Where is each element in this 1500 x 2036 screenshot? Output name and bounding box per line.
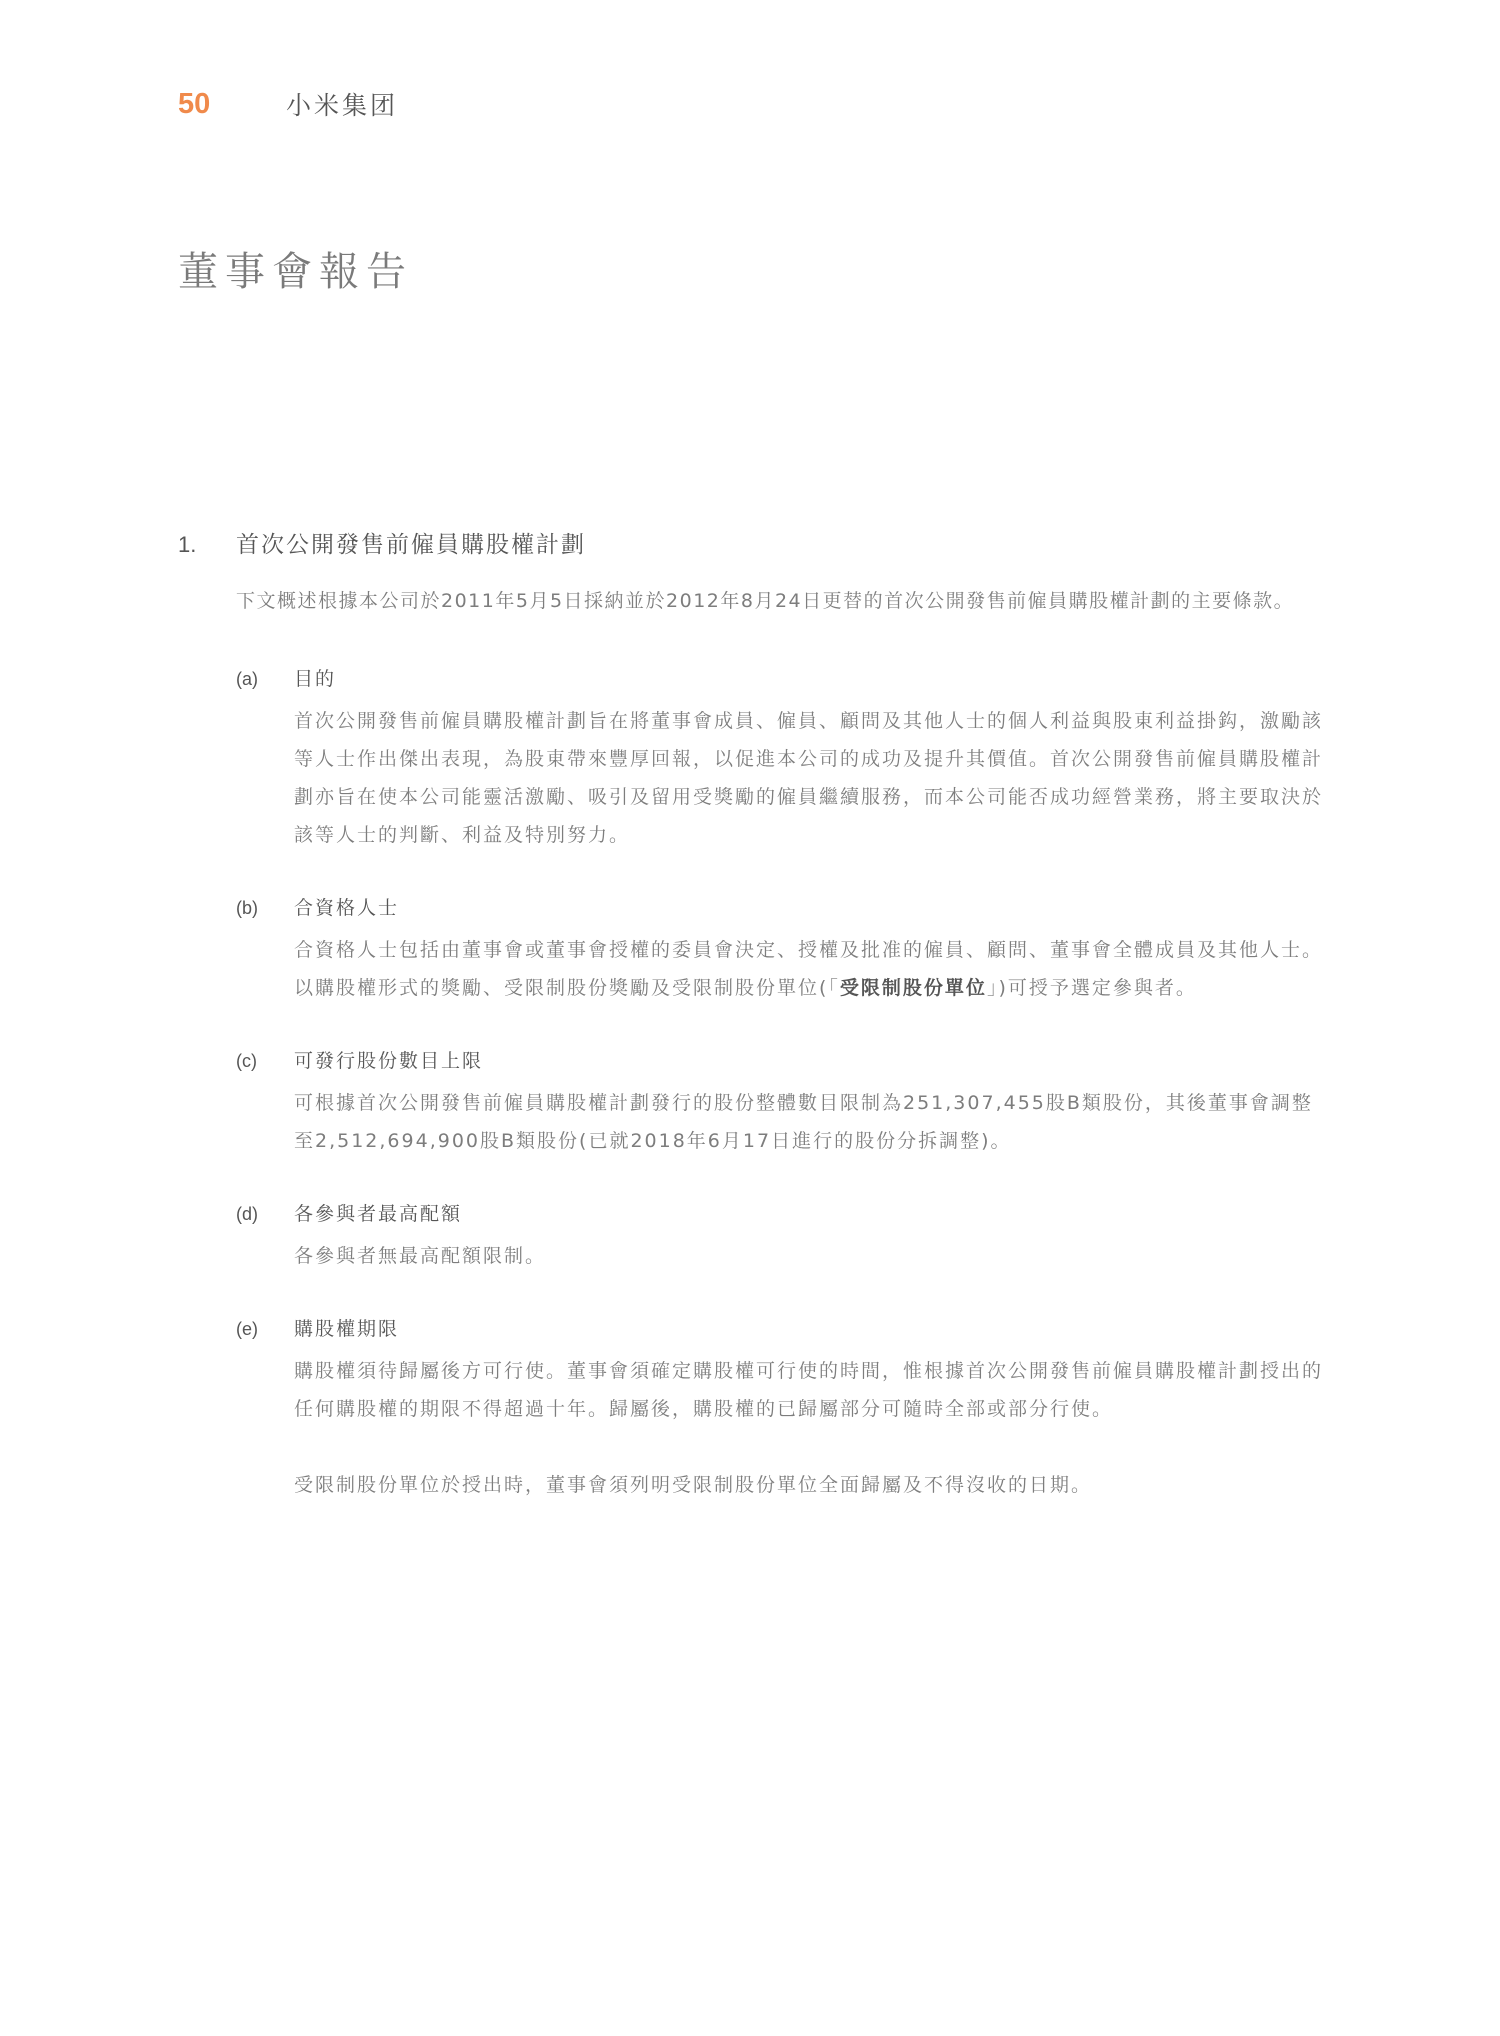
term-body	[294, 1084, 1328, 1160]
section-title: 首次公開發售前僱員購股權計劃	[236, 532, 586, 558]
term-paragraph: 受限制股份單位於授出時，董事會須列明受限制股份單位全面歸屬及不得沒收的日期。	[294, 1474, 1093, 1496]
term-item-share-limit	[236, 1046, 1328, 1160]
term-paragraph: 首次公開發售前僱員購股權計劃旨在將董事會成員、僱員、顧問及其他人士的個人利益與股東利益掛鈎，激勵該等人士作出傑出表現，為股東帶來豐厚回報，以促進本公司的成功及提升其價值。首次公開發售前僱員購股權計劃亦旨在使本公司能靈活激勵、吸引及留用受獎勵的僱員繼續服務，而本公司能否成功經營業務，將主要取決於該等人士的判斷、利益及特別努力。	[294, 710, 1324, 846]
term-paragraph	[294, 931, 1328, 1007]
term-title: 可發行股份數目上限	[294, 1050, 484, 1072]
term-title: 合資格人士	[294, 897, 400, 919]
term-paragraph: 各參與者無最高配額限制。	[294, 1245, 547, 1267]
term-item-max-entitlement	[236, 1199, 1328, 1275]
term-heading	[236, 1046, 1328, 1084]
term-label: (e)	[236, 1319, 258, 1339]
company-name: 小米集团	[286, 91, 399, 120]
term-text-after: 」)可授予選定參與者。	[986, 977, 1197, 999]
term-paragraph: 購股權須待歸屬後方可行使。董事會須確定購股權可行使的時間，惟根據首次公開發售前僱員購股權計劃授出的任何購股權的期限不得超過十年。歸屬後，購股權的已歸屬部分可隨時全部或部分行使。	[294, 1360, 1324, 1420]
term-title: 各參與者最高配額	[294, 1203, 463, 1225]
term-heading	[236, 1199, 1328, 1237]
defined-term: 受限制股份單位	[839, 977, 987, 999]
term-heading	[236, 664, 1328, 702]
term-body	[294, 1352, 1328, 1504]
section-heading	[178, 526, 1328, 570]
term-label: (d)	[236, 1204, 258, 1224]
report-title: 董事會報告	[178, 249, 413, 295]
term-heading	[236, 1314, 1328, 1352]
section-number: 1.	[178, 532, 197, 557]
section-intro: 下文概述根據本公司於2011年5月5日採納並於2012年8月24日更替的首次公開發售前僱員購股權計劃的主要條款。	[236, 590, 1295, 612]
term-body	[294, 1237, 1328, 1275]
term-item-option-period	[236, 1314, 1328, 1504]
term-heading	[236, 893, 1328, 931]
term-label: (b)	[236, 898, 258, 918]
term-text-before: 合資格人士包括由董事會或董事會授權的委員會決定、授權及批准的僱員、顧問、董事會全體成員及其他人士。以購股權形式的獎勵、受限制股份獎勵及受限制股份單位(「	[294, 939, 1324, 999]
page-header	[178, 84, 398, 124]
page-number: 50	[178, 87, 211, 120]
section-1	[178, 526, 1328, 1543]
term-title: 購股權期限	[294, 1318, 400, 1340]
term-paragraph: 可根據首次公開發售前僱員購股權計劃發行的股份整體數目限制為251,307,455股B類股份，其後董事會調整至2,512,694,900股B類股份(已就2018年6月17日進行的股份分拆調整)。	[294, 1092, 1313, 1152]
term-item-eligible-persons	[236, 893, 1328, 1007]
term-label: (a)	[236, 669, 258, 689]
term-list	[178, 664, 1328, 1504]
term-title: 目的	[294, 668, 337, 690]
term-body	[294, 931, 1328, 1007]
term-label: (c)	[236, 1051, 257, 1071]
term-item-purpose	[236, 664, 1328, 854]
term-body	[294, 702, 1328, 854]
